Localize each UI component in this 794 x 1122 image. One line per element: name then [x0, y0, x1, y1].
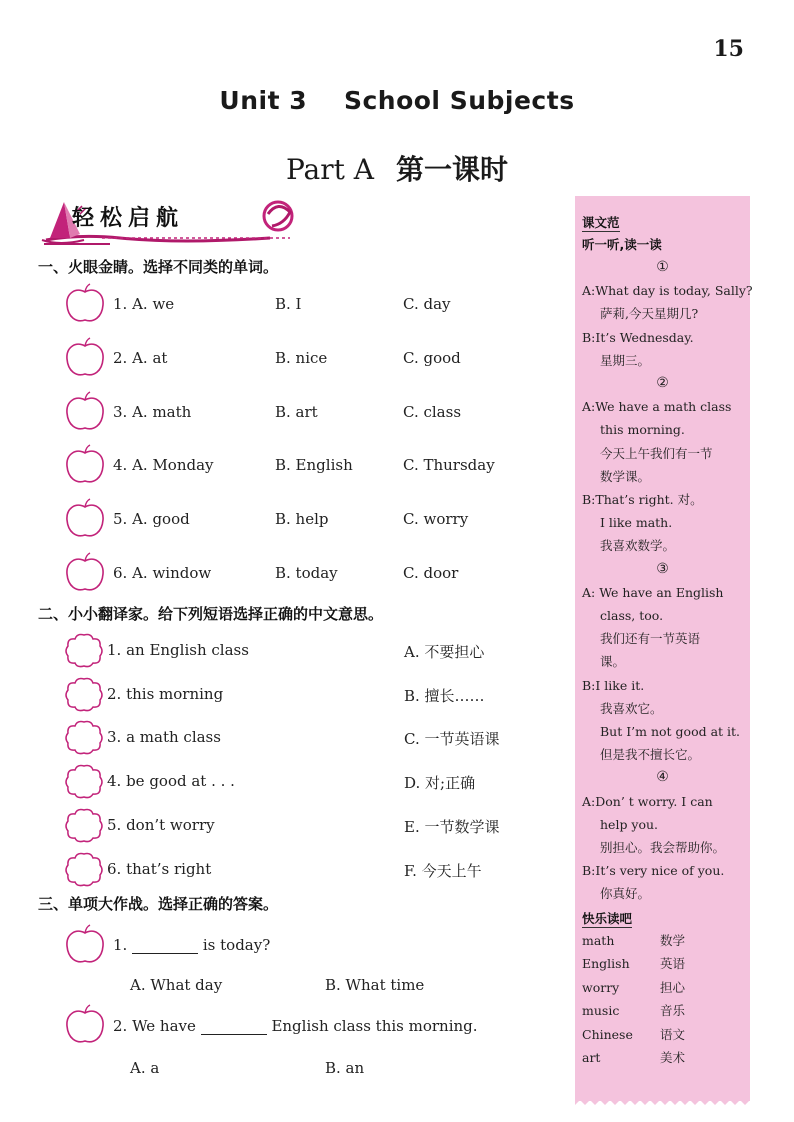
s2-meaning: B. 擅长……	[404, 686, 485, 705]
s2-phrase: 2. this morning	[107, 684, 224, 703]
answer-apple-icon[interactable]	[64, 498, 106, 540]
sidebar-line: 但是我不擅长它。	[600, 747, 701, 763]
sidebar-line: But I’m not good at it.	[600, 724, 741, 739]
s3-q2-blank[interactable]	[201, 1034, 267, 1035]
answer-flower-icon[interactable]	[64, 676, 104, 712]
sidebar-line: 课。	[600, 654, 626, 670]
s1-option-a: 2. A. at	[113, 348, 168, 367]
vocab-meaning: 英语	[660, 956, 686, 972]
s1-option-b: B. help	[275, 510, 329, 529]
unit-title: Unit 3 School Subjects	[219, 86, 575, 115]
s2-phrase: 4. be good at . . .	[107, 772, 235, 791]
answer-apple-icon[interactable]	[64, 444, 106, 486]
s1-option-b: B. I	[275, 295, 302, 313]
s2-meaning: A. 不要担心	[404, 643, 485, 661]
sidebar-line: B:It’s very nice of you.	[582, 863, 725, 879]
sidebar-zigzag-edge	[575, 1096, 750, 1106]
answer-flower-icon[interactable]	[64, 632, 104, 668]
s2-phrase: 5. don’t worry	[107, 815, 215, 834]
sidebar-line: ①	[656, 259, 669, 275]
sidebar-line: 萨莉,今天星期几?	[600, 306, 699, 322]
sidebar-line: help you.	[600, 816, 659, 832]
s2-meaning: C. 一节英语课	[404, 730, 500, 749]
vocab-meaning: 数学	[660, 933, 686, 948]
sidebar-line: 别担心。我会帮助你。	[600, 840, 726, 855]
sidebar-line: A:Don’ t worry. I can	[582, 793, 713, 809]
sidebar-line: ②	[656, 375, 669, 391]
sidebar-line: 我们还有一节英语	[600, 631, 701, 647]
sidebar-subheading: 听一听,读一读	[582, 237, 662, 252]
sidebar-line: B:I like it.	[582, 677, 645, 693]
s2-meaning: F. 今天上午	[404, 861, 482, 880]
s2-meaning: D. 对;正确	[404, 774, 476, 793]
s1-option-a: 3. A. math	[113, 402, 192, 421]
vocab-word: music	[582, 1003, 620, 1019]
s3-q1-tail: is today?	[202, 936, 271, 954]
s1-option-c: C. Thursday	[403, 456, 495, 475]
s1-option-a: 6. A. window	[113, 564, 212, 582]
vocab-word: math	[582, 933, 615, 948]
sidebar-line: A: We have an English	[582, 584, 724, 600]
sidebar-line: 我喜欢数学。	[600, 538, 676, 554]
section1-heading: 一、火眼金睛。选择不同类的单词。	[38, 258, 279, 276]
vocab-word: worry	[582, 979, 620, 995]
answer-flower-icon[interactable]	[64, 807, 104, 843]
part-title-cn: 第一课时	[396, 153, 509, 186]
vocab-meaning: 担心	[660, 979, 686, 995]
sidebar-line: A:We have a math class	[582, 399, 732, 415]
answer-flower-icon[interactable]	[64, 851, 104, 887]
answer-apple-icon[interactable]	[64, 391, 106, 433]
vocab-word: art	[582, 1050, 601, 1065]
answer-apple-icon[interactable]	[64, 552, 106, 594]
sidebar-line: I like math.	[600, 515, 673, 531]
vocab-meaning: 音乐	[660, 1003, 686, 1019]
s1-option-b: B. today	[275, 564, 338, 582]
s2-phrase: 3. a math class	[107, 728, 221, 747]
s1-option-c: C. day	[403, 295, 451, 313]
section2-heading: 二、小小翻译家。给下列短语选择正确的中文意思。	[38, 605, 384, 623]
s1-option-a: 4. A. Monday	[113, 456, 214, 475]
sidebar-line: 我喜欢它。	[600, 700, 663, 716]
sidebar-line: 你真好。	[600, 886, 651, 902]
section3-heading: 三、单项大作战。选择正确的答案。	[38, 895, 279, 913]
vocab-word: Chinese	[582, 1026, 633, 1042]
s2-meaning: E. 一节数学课	[404, 817, 500, 836]
s3-q1	[113, 936, 270, 954]
s3-q1-option-a[interactable]: A. What day	[130, 976, 223, 994]
s3-q2-pre: 2. We have	[113, 1017, 196, 1035]
s3-q2	[113, 1017, 478, 1035]
vocab-word: English	[582, 956, 630, 972]
s1-option-b: B. English	[275, 456, 353, 475]
part-title-en: Part A	[285, 153, 375, 186]
s1-option-b: B. art	[275, 402, 318, 421]
sidebar-line: 数学课。	[600, 468, 651, 484]
s2-phrase: 6. that’s right	[107, 859, 212, 878]
sidebar-line: A:What day is today, Sally?	[582, 283, 753, 299]
sidebar-line: 星期三。	[600, 352, 651, 368]
s3-q1-option-b[interactable]: B. What time	[325, 976, 425, 994]
sidebar-line: B:It’s Wednesday.	[582, 329, 694, 345]
s1-option-b: B. nice	[275, 348, 328, 367]
answer-apple-icon[interactable]	[64, 1004, 106, 1046]
part-title	[0, 148, 794, 188]
vocab-meaning: 美术	[660, 1050, 686, 1065]
sidebar-heading: 课文范	[582, 215, 620, 230]
answer-flower-icon[interactable]	[64, 719, 104, 755]
answer-apple-icon[interactable]	[64, 337, 106, 379]
answer-apple-icon[interactable]	[64, 283, 106, 325]
s3-q2-tail: English class this morning.	[271, 1017, 478, 1035]
s3-q1-blank[interactable]	[132, 953, 198, 954]
sidebar-line: this morning.	[600, 422, 685, 438]
sidebar-line: ④	[656, 769, 669, 786]
s3-q2-option-b[interactable]: B. an	[325, 1059, 365, 1077]
s3-q1-num: 1.	[113, 936, 128, 954]
answer-apple-icon[interactable]	[64, 924, 106, 966]
s3-q2-option-a[interactable]: A. a	[130, 1059, 160, 1077]
sidebar-line: B:That’s right. 对。	[582, 492, 703, 507]
answer-flower-icon[interactable]	[64, 763, 104, 799]
page-number: 15	[713, 36, 744, 62]
s2-phrase: 1. an English class	[107, 641, 249, 659]
s1-option-a: 5. A. good	[113, 510, 190, 529]
banner-title: 轻松启航	[72, 206, 185, 231]
s1-option-c: C. worry	[403, 510, 469, 529]
vocab-meaning: 语文	[660, 1026, 686, 1042]
s1-option-c: C. good	[403, 348, 461, 367]
s1-option-a: 1. A. we	[113, 295, 175, 313]
sidebar-line: class, too.	[600, 608, 664, 623]
sidebar-line: 今天上午我们有一节	[600, 445, 713, 461]
sidebar-line: ③	[656, 560, 669, 577]
s1-option-c: C. door	[403, 564, 459, 582]
s1-option-c: C. class	[403, 402, 462, 421]
sidebar-vocab-heading: 快乐读吧	[582, 911, 633, 926]
